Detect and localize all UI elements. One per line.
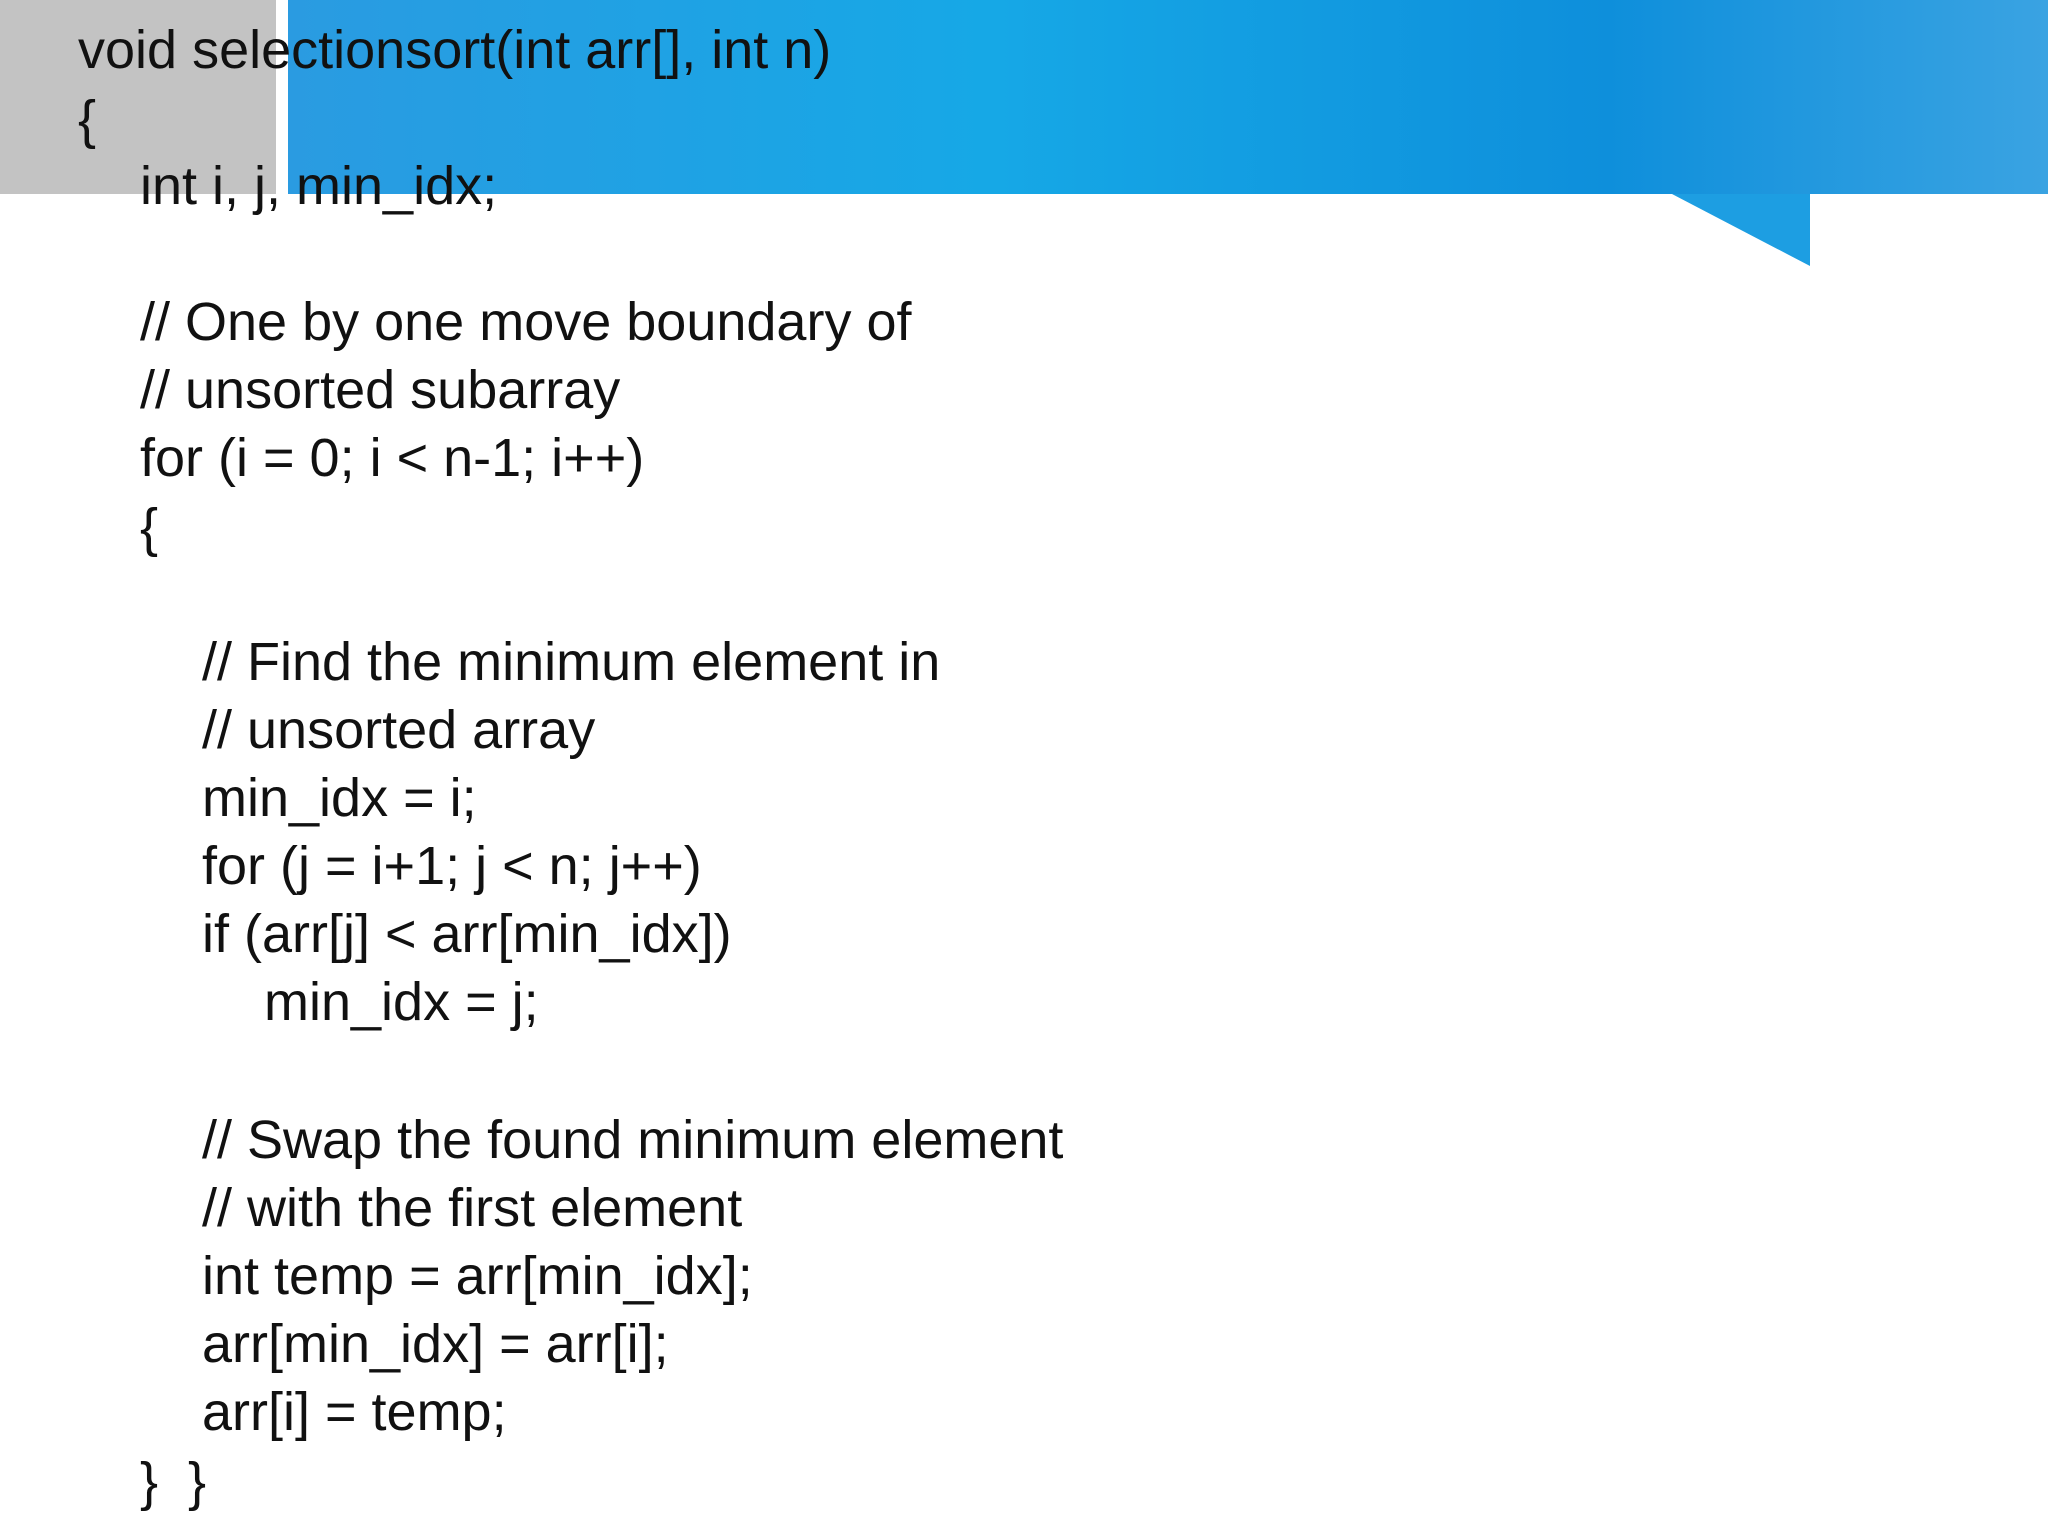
code-line-comment: // One by one move boundary of: [140, 292, 912, 352]
code-line-signature: void selectionsort(int arr[], int n): [78, 20, 832, 80]
code-line-swap-assign: arr[min_idx] = arr[i];: [202, 1314, 669, 1374]
code-line-comment: // Swap the found minimum element: [202, 1110, 1064, 1170]
code-line-declarations: int i, j, min_idx;: [140, 156, 498, 216]
code-line-comment: // with the first element: [202, 1178, 743, 1238]
code-line-min-idx-assign: min_idx = j;: [264, 972, 539, 1032]
code-line-temp: int temp = arr[min_idx];: [202, 1246, 753, 1306]
code-line-inner-for: for (j = i+1; j < n; j++): [202, 836, 702, 896]
code-line-comment: // unsorted subarray: [140, 360, 621, 420]
code-line-close-braces: } }: [140, 1452, 207, 1512]
code-line-outer-for: for (i = 0; i < n-1; i++): [140, 428, 645, 488]
code-line-min-idx-init: min_idx = i;: [202, 768, 477, 828]
code-line-comment: // unsorted array: [202, 700, 596, 760]
code-line-comment: // Find the minimum element in: [202, 632, 941, 692]
code-line-open-brace: {: [78, 90, 97, 150]
code-line-if-compare: if (arr[j] < arr[min_idx]): [202, 904, 732, 964]
code-line-swap-restore: arr[i] = temp;: [202, 1382, 507, 1442]
code-line-open-brace: {: [140, 498, 159, 558]
